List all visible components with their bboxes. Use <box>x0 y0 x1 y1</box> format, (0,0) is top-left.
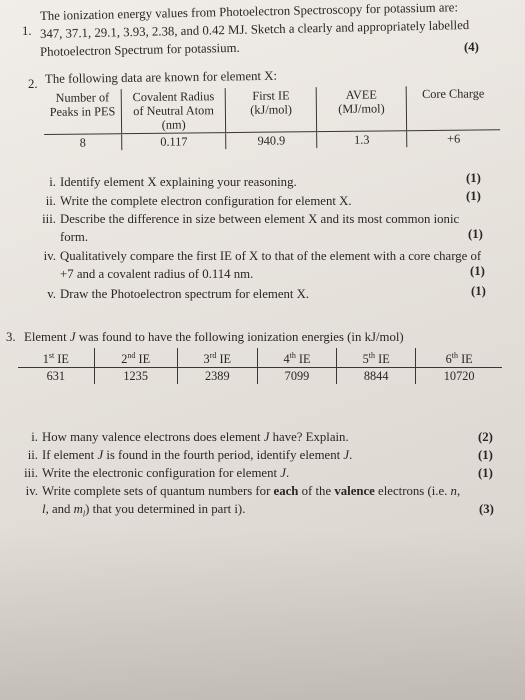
question-1-line-2: 347, 37.1, 29.1, 3.93, 2.38, and 0.42 MJ. Sketch a clearly and appropriately labelled <box>39 18 470 41</box>
q2-part-iv-text: Qualitatively compare the first IE of X to that of the element with a core charge of <box>60 249 482 263</box>
q2-part-i-roman: i. <box>49 175 56 189</box>
q2-part-iv-marks: (1) <box>470 264 485 278</box>
cell-ie-6: 10720 <box>416 368 502 385</box>
cell-ie-2: 1235 <box>94 368 177 385</box>
q2-part-iii-marks: (1) <box>468 227 483 241</box>
q2-part-v-roman: v. <box>47 287 56 301</box>
header-ie-3: 3rd IE <box>177 348 257 368</box>
q2-part-i-marks: (1) <box>466 171 481 185</box>
header-first-ie: First IE (kJ/mol) <box>225 87 316 132</box>
q3-part-iii-roman: iii. <box>24 466 38 480</box>
q2-part-v-text: Draw the Photoelectron spectrum for element X. <box>60 287 310 301</box>
header-covalent-radius: Covalent Radius of Neutral Atom (nm) <box>121 88 225 134</box>
q2-part-i-text: Identify element X explaining your reasoning. <box>60 175 297 189</box>
question-1-line-3: Photoelectron Spectrum for potassium. <box>39 40 240 59</box>
q3-part-ii-marks: (1) <box>478 448 493 462</box>
q2-part-iv-roman: iv. <box>43 249 56 263</box>
question-1-number: 1. <box>22 24 32 38</box>
header-ie-2: 2nd IE <box>94 348 177 368</box>
q3-part-ii-roman: ii. <box>27 448 38 462</box>
q3-part-iii-text: Write the electronic configuration for element J. <box>42 466 290 480</box>
q2-part-iii-roman: iii. <box>42 212 56 226</box>
header-ie-6: 6th IE <box>416 348 502 368</box>
q3-part-iv-text: Write complete sets of quantum numbers for each of the valence electrons (i.e. n, <box>42 484 461 498</box>
cell-ie-5: 8844 <box>337 368 416 385</box>
q2-part-v-marks: (1) <box>471 284 486 298</box>
q2-part-ii-roman: ii. <box>45 194 56 208</box>
cell-ie-1: 631 <box>18 368 94 385</box>
q2-part-iv-text-2: +7 and a covalent radius of 0.114 nm. <box>60 267 254 281</box>
element-j-ionization-table <box>18 348 502 384</box>
question-2-number: 2. <box>28 77 38 91</box>
question-1-line-1: The ionization energy values from Photoelectron Spectroscopy for potassium are: <box>39 0 459 23</box>
cell-peaks: 8 <box>44 134 122 151</box>
question-3-intro: Element J was found to have the following ionization energies (in kJ/mol) <box>24 330 404 344</box>
q3-part-iv-text-2: l, and $m_l$) that you determined in part i). <box>42 502 246 519</box>
q3-part-iii-marks: (1) <box>478 466 493 480</box>
q3-part-i-roman: i. <box>31 430 38 444</box>
q3-part-iv-marks: (3) <box>479 502 494 516</box>
cell-ie-4: 7099 <box>257 368 336 385</box>
cell-core-charge: +6 <box>406 130 500 147</box>
header-core-charge: Core Charge <box>406 85 500 130</box>
header-avee: AVEE (MJ/mol) <box>316 86 406 131</box>
header-number-of-peaks: Number of Peaks in PES <box>49 90 116 119</box>
q3-part-i-text: How many valence electrons does element J have? Explain. <box>42 430 349 444</box>
q2-part-iii-text: Describe the difference in size between element X and its most common ionic <box>60 212 460 226</box>
q3-part-i-marks: (2) <box>478 430 493 444</box>
header-ie-1: 1st IE <box>42 351 69 367</box>
cell-first-ie: 940.9 <box>226 132 317 149</box>
header-ie-4: 4th IE <box>257 348 336 368</box>
cell-radius: 0.117 <box>122 133 226 151</box>
q2-part-ii-text: Write the complete electron configuration for element X. <box>60 194 352 208</box>
cell-ie-3: 2389 <box>177 368 257 385</box>
question-1-marks: (4) <box>464 40 479 54</box>
page-shadow <box>0 530 525 700</box>
q2-part-ii-marks: (1) <box>466 189 481 203</box>
q3-part-ii-text: If element J is found in the fourth period, identify element J. <box>42 448 353 462</box>
question-3-number: 3. <box>6 330 16 344</box>
header-ie-5: 5th IE <box>337 348 416 368</box>
q2-part-iii-text-2: form. <box>60 230 89 244</box>
element-x-data-table <box>44 85 501 151</box>
question-2-intro: The following data are known for element X: <box>44 68 278 86</box>
q3-part-iv-roman: iv. <box>25 484 38 498</box>
cell-avee: 1.3 <box>317 131 407 148</box>
